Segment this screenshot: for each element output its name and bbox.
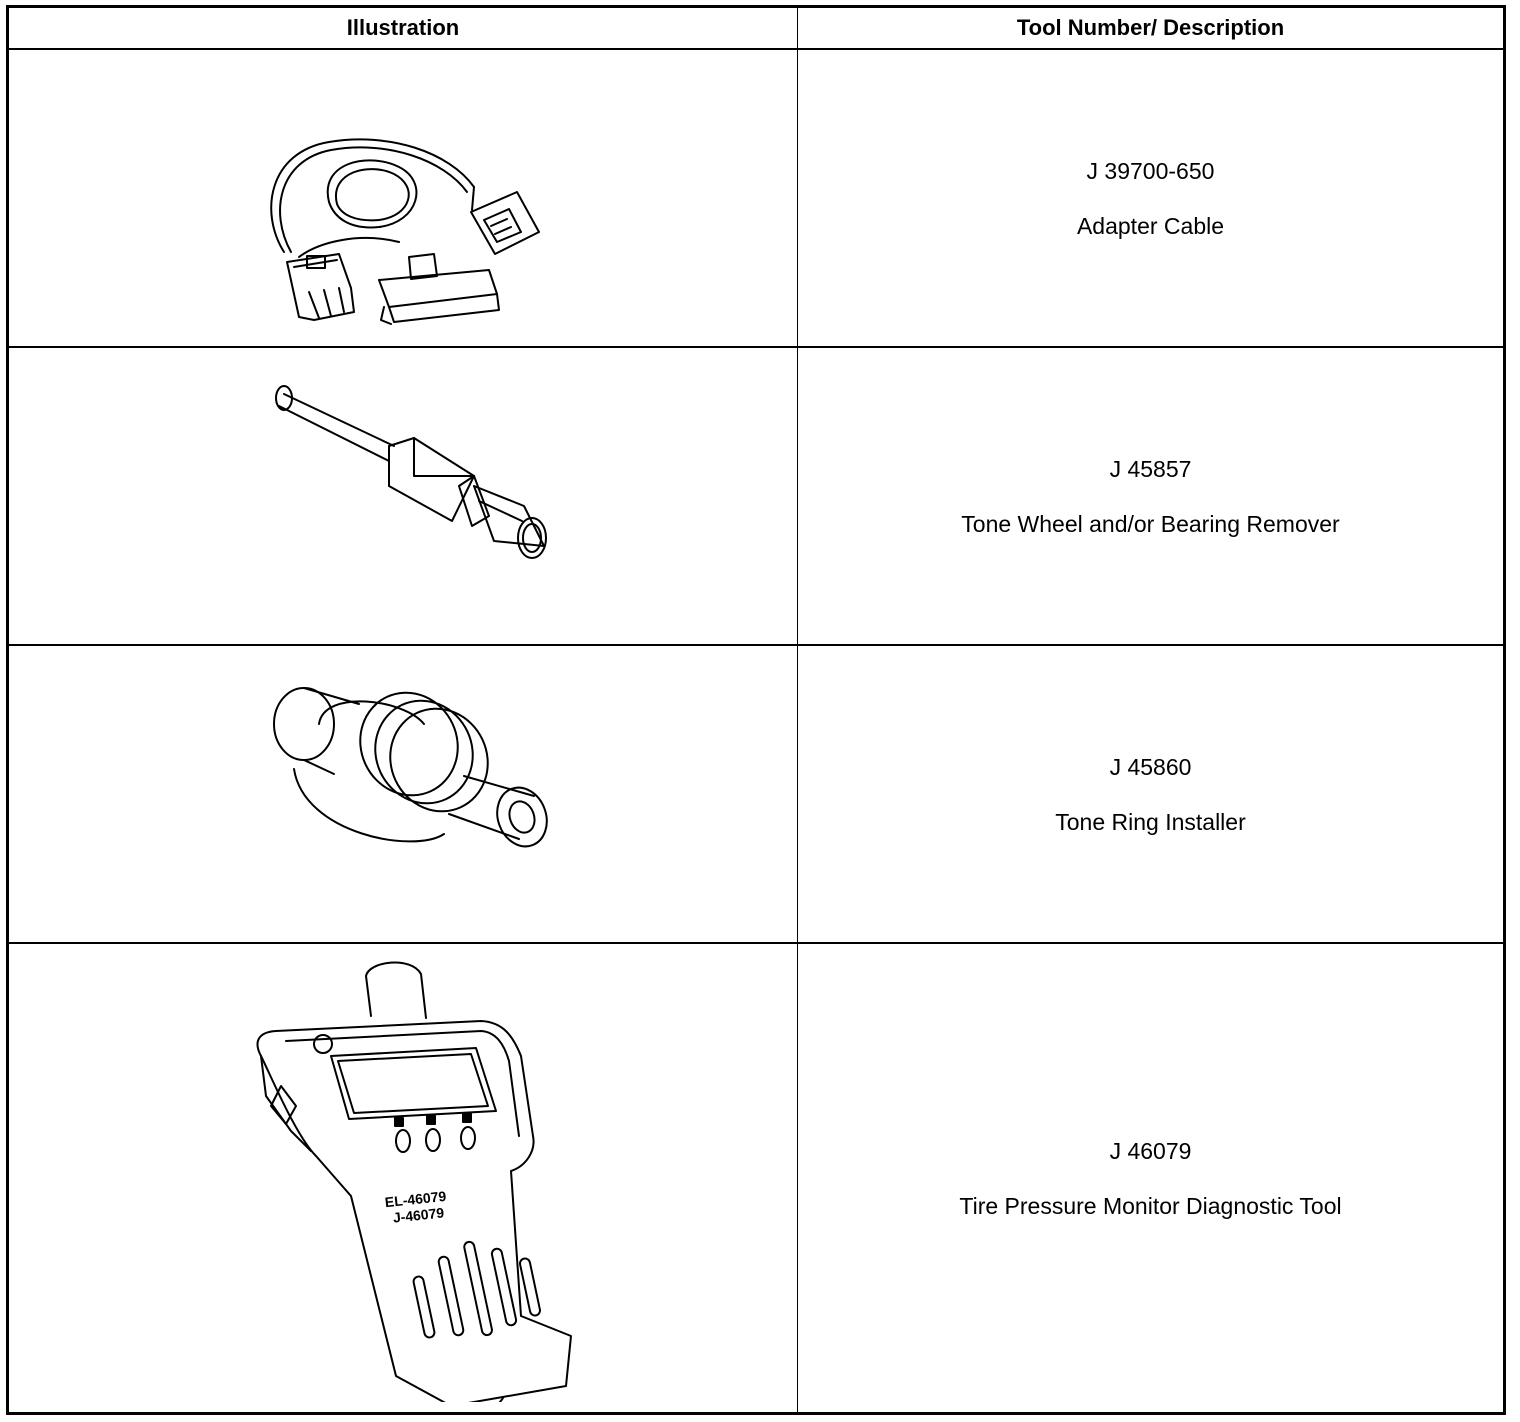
table-row bbox=[9, 944, 1503, 1412]
header-illustration: Illustration bbox=[346, 15, 460, 40]
table-row bbox=[9, 348, 1503, 646]
description-cell bbox=[798, 944, 1503, 1412]
table-row bbox=[9, 50, 1503, 348]
special-tools-table bbox=[6, 5, 1506, 1415]
tool-description: Adapter Cable bbox=[1076, 212, 1225, 239]
tool-description: Tire Pressure Monitor Diagnostic Tool bbox=[959, 1192, 1342, 1219]
illustration-cell bbox=[9, 944, 797, 1412]
illustration-cell bbox=[9, 646, 797, 942]
illustration-cell bbox=[9, 348, 797, 644]
tone-wheel-remover-icon bbox=[264, 376, 564, 576]
adapter-cable-icon bbox=[259, 92, 559, 332]
tool-number: J 45857 bbox=[1109, 455, 1192, 482]
device-label-model: EL-46079 bbox=[384, 1187, 447, 1211]
description-cell bbox=[798, 646, 1503, 942]
tool-number: J 45860 bbox=[1109, 753, 1192, 780]
tool-description: Tone Ring Installer bbox=[1055, 808, 1246, 835]
tool-number: J 39700-650 bbox=[1086, 157, 1215, 184]
illustration-cell bbox=[9, 50, 797, 346]
device-label-number: J-46079 bbox=[392, 1204, 445, 1226]
description-cell bbox=[798, 348, 1503, 644]
table-row bbox=[9, 646, 1503, 944]
header-tool-number-description: Tool Number/ Description bbox=[1016, 15, 1285, 40]
description-cell bbox=[798, 50, 1503, 346]
tire-pressure-tool-icon bbox=[241, 956, 581, 1402]
table-header bbox=[9, 8, 1503, 50]
tool-number: J 46079 bbox=[1109, 1137, 1192, 1164]
tone-ring-installer-icon bbox=[264, 684, 564, 894]
tool-description: Tone Wheel and/or Bearing Remover bbox=[961, 510, 1340, 537]
